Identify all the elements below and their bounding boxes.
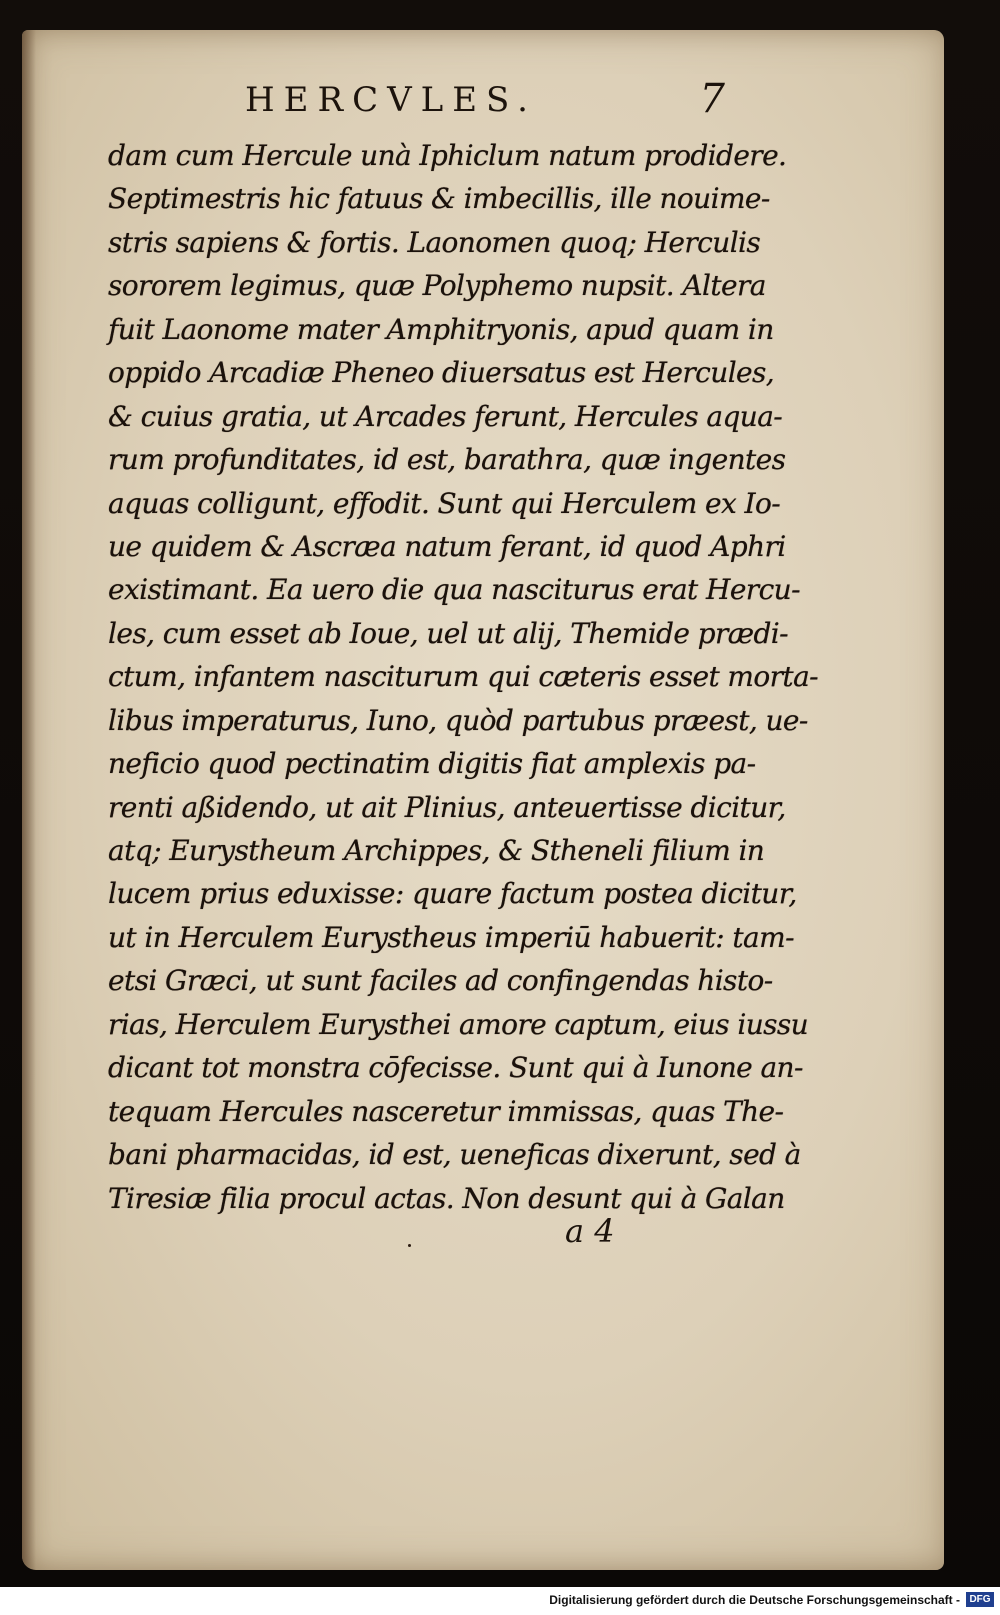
dfg-logo-icon: DFG (966, 1592, 994, 1607)
text-line: rum profunditates, id est, barathra, quæ ingentes (108, 443, 786, 477)
body-text (108, 134, 819, 1220)
text-line: sororem legimus, quæ Polyphemo nupsit. Altera (108, 269, 766, 303)
text-line: rias, Herculem Eurysthei amore captum, eius iussu (108, 1007, 809, 1041)
text-line: renti aßidendo, ut ait Plinius, anteuertisse dicitur, (108, 790, 786, 824)
text-line: ctum, infantem nasciturum qui cæteris esset morta- (108, 660, 819, 694)
funding-credit: Digitalisierung gefördert durch die Deutsche Forschungsgemeinschaft - (549, 1593, 960, 1607)
text-line: existimant. Ea uero die qua nasciturus erat Hercu- (108, 573, 800, 607)
text-line: neficio quod pectinatim digitis fiat amplexis pa- (108, 747, 756, 781)
page-header (245, 76, 725, 128)
page-gutter-shadow (22, 30, 36, 1570)
text-line: bani pharmacidas, id est, ueneficas dixerunt, sed à (108, 1138, 801, 1172)
text-line: dicant tot monstra cōfecisse. Sunt qui à Iunone an- (108, 1051, 803, 1085)
text-line: dam cum Hercule unà Iphiclum natum prodidere. (108, 139, 787, 172)
text-line: lucem prius eduxisse: quare factum postea dicitur, (108, 877, 797, 911)
text-line: ut in Herculem Eurystheus imperiū habuerit: tam- (108, 920, 794, 954)
text-line: oppido Arcadiæ Pheneo diuersatus est Hercules, (108, 356, 775, 390)
text-line: tequam Hercules nasceretur immissas, quas The- (108, 1094, 784, 1128)
text-line: aquas colligunt, effodit. Sunt qui Herculem ex Io- (108, 486, 781, 520)
text-line: les, cum esset ab Ioue, uel ut alij, Themide prædi- (108, 616, 789, 650)
text-line: libus imperaturus, Iuno, quòd partubus præest, ue- (108, 703, 808, 737)
page-number: 7 (699, 76, 725, 122)
text-line: stris sapiens & fortis. Laonomen quoq; Herculis (108, 225, 761, 259)
text-line: atq; Eurystheum Archippes, & Stheneli filium in (108, 834, 765, 867)
text-line: Septimestris hic fatuus & imbecillis, ille nouime- (108, 182, 770, 216)
text-line: Tiresiæ filia procul actas. Non desunt qui à Galan (108, 1181, 785, 1215)
digitization-footer (0, 1587, 1000, 1615)
text-line: & cuius gratia, ut Arcades ferunt, Hercules aqua- (108, 399, 783, 433)
signature-mark: a 4 (565, 1212, 615, 1250)
text-line: ue quidem & Ascræa natum ferant, id quod Aphri (108, 529, 786, 563)
running-head: HERCVLES. (245, 80, 537, 120)
text-line: etsi Græci, ut sunt faciles ad confingendas histo- (108, 964, 773, 998)
text-line: fuit Laonome mater Amphitryonis, apud quam in (108, 312, 774, 346)
ink-speck (408, 1244, 411, 1247)
